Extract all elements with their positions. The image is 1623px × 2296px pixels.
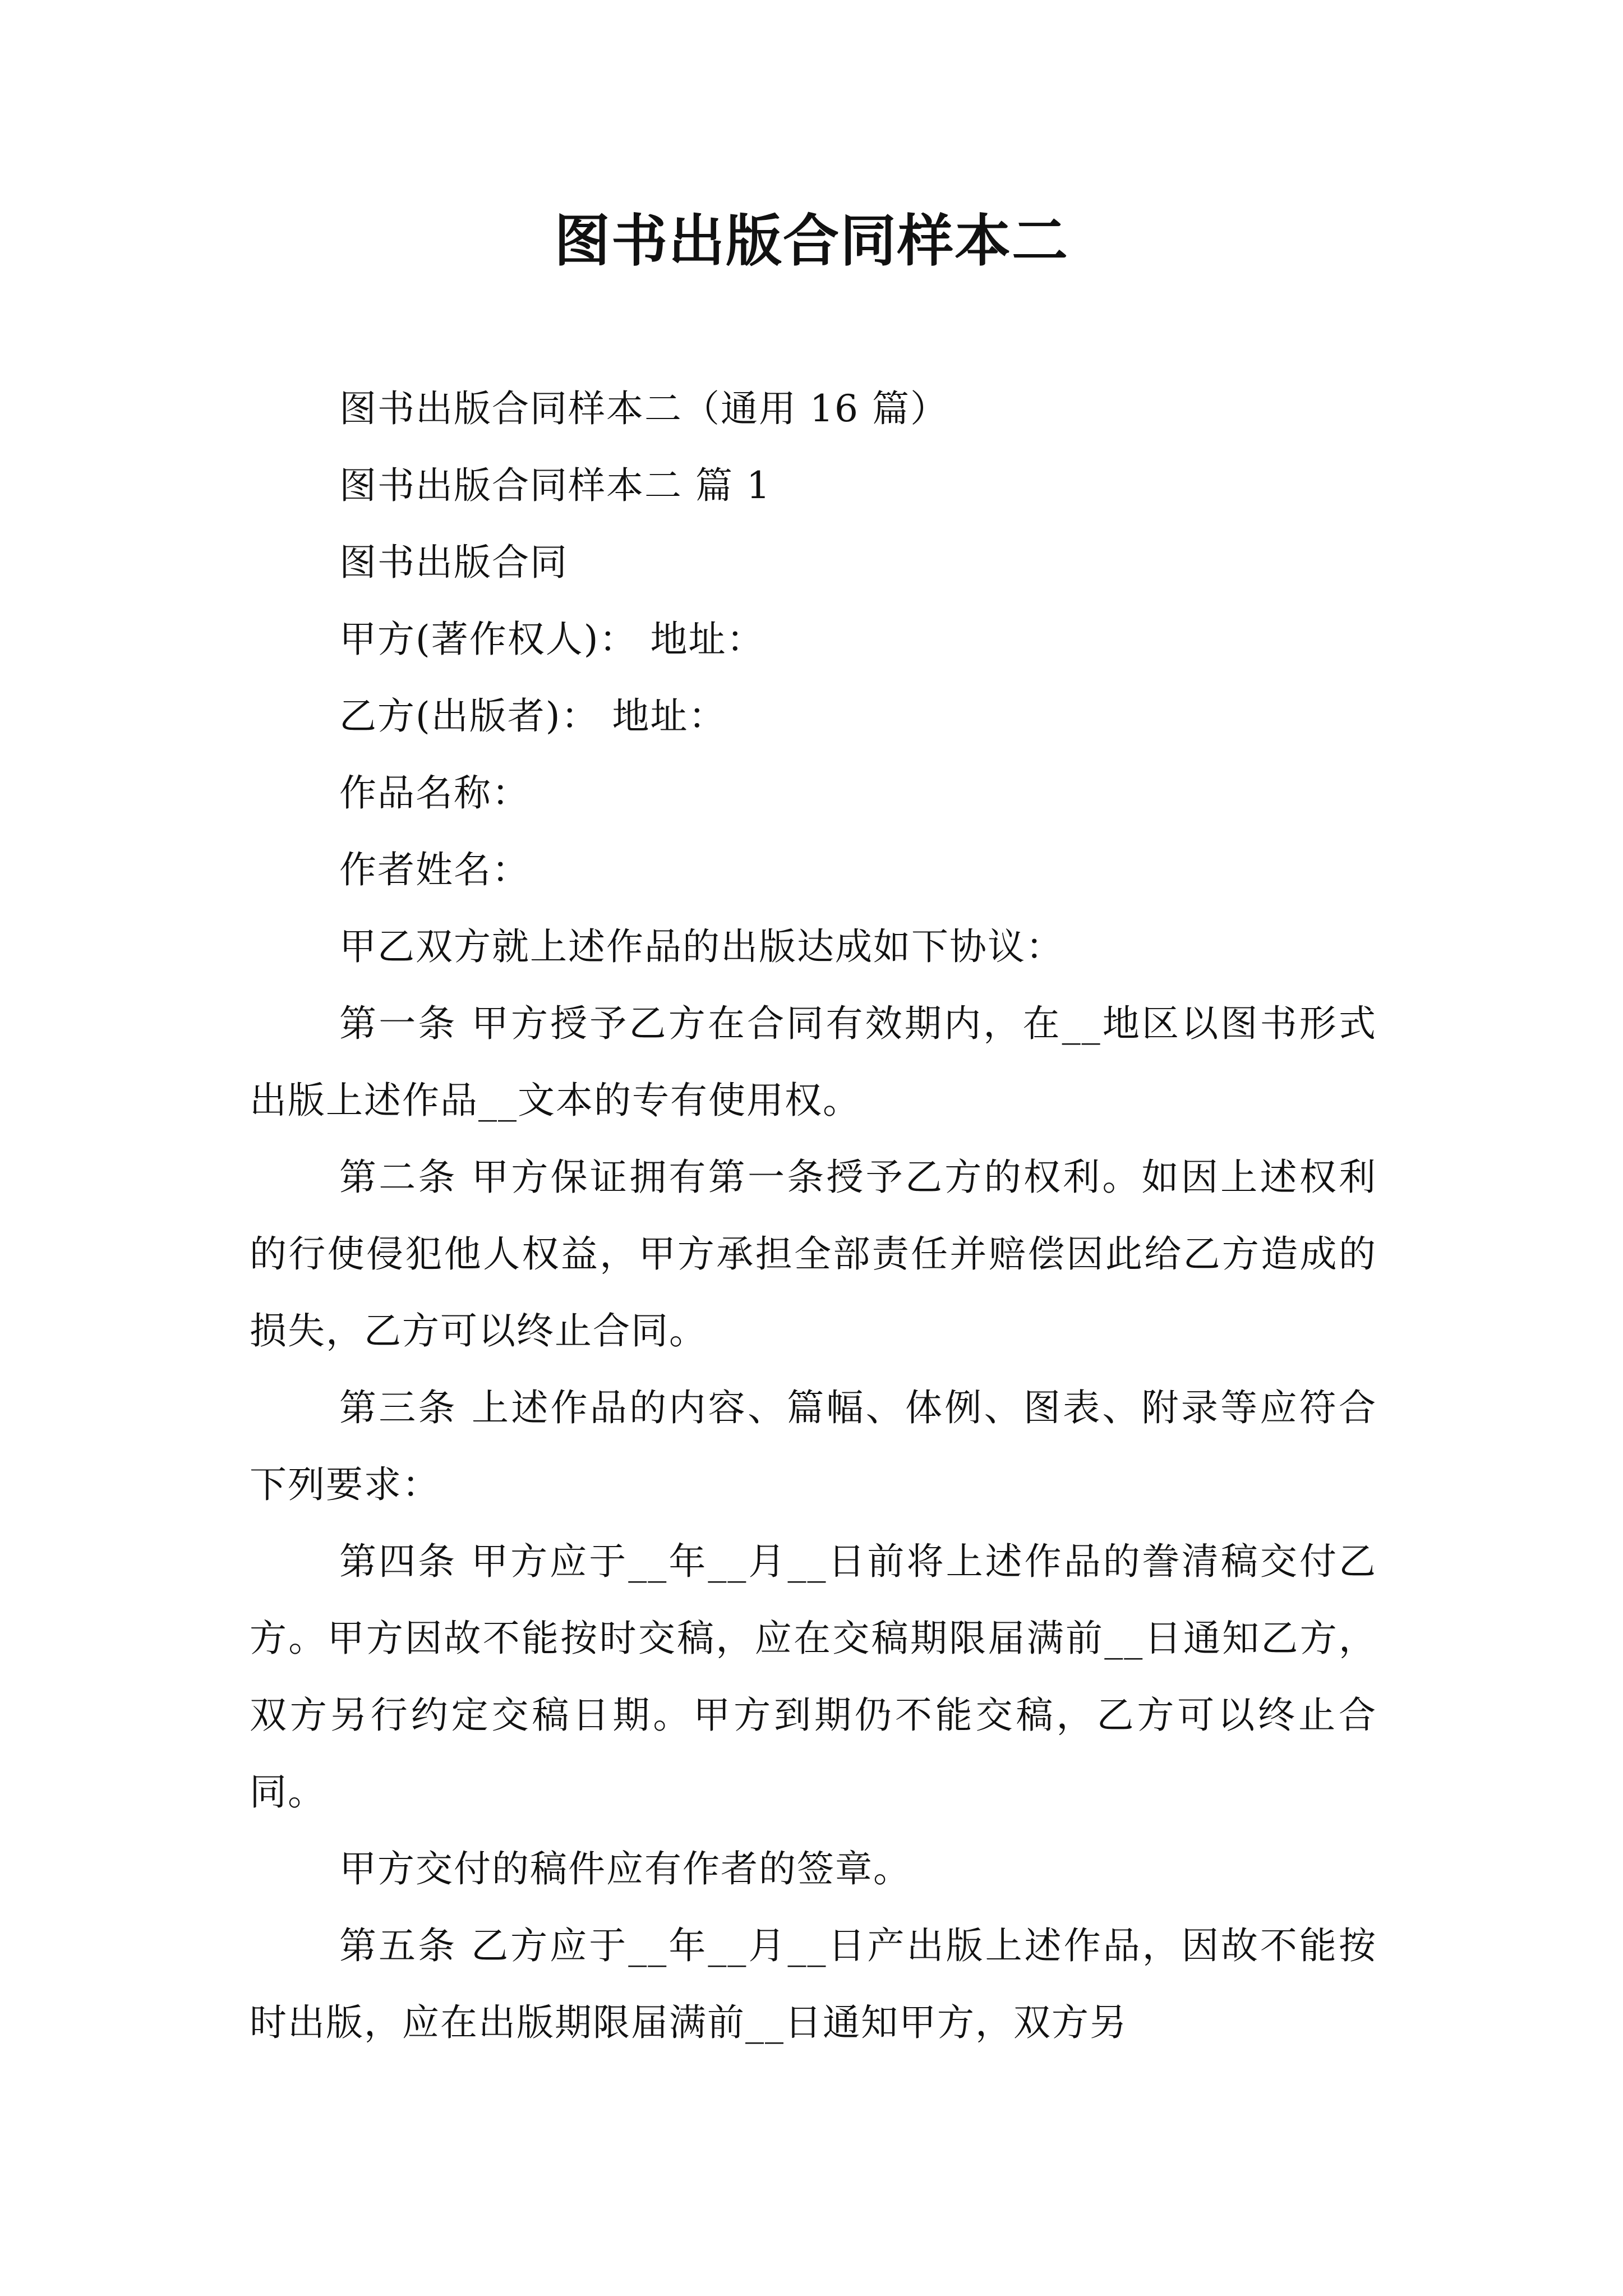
paragraph-article-5: 第五条 乙方应于__年__月__日产出版上述作品，因故不能按时出版，应在出版期限届满前__日通知甲方，双方另 <box>250 1924 1377 2044</box>
paragraph-party-a: 甲方(著作权人)： 地址： <box>339 618 765 661</box>
paragraph-work-title: 作品名称： <box>339 771 530 815</box>
paragraph-section-heading: 图书出版合同样本二 篇 1 <box>339 464 771 507</box>
paragraph-author-name: 作者姓名： <box>339 848 530 891</box>
document-title: 图书出版合同样本二 <box>554 208 1069 274</box>
document-body <box>250 370 1377 2061</box>
paragraph-signature-note: 甲方交付的稿件应有作者的签章。 <box>339 1847 911 1890</box>
paragraph-article-2: 第二条 甲方保证拥有第一条授予乙方的权利。如因上述权利的行使侵犯他人权益，甲方承担全部责任并赔偿因此给乙方造成的损失，乙方可以终止合同。 <box>250 1156 1377 1352</box>
paragraph-article-3: 第三条 上述作品的内容、篇幅、体例、图表、附录等应符合下列要求： <box>250 1386 1377 1506</box>
paragraph-contract-name: 图书出版合同 <box>339 541 568 584</box>
paragraph-article-1: 第一条 甲方授予乙方在合同有效期内，在__地区以图书形式出版上述作品__文本的专有使用权。 <box>250 1002 1377 1122</box>
paragraph-article-4: 第四条 甲方应于__年__月__日前将上述作品的誊清稿交付乙方。甲方因故不能按时交稿，应在交稿期限届满前__日通知乙方，双方另行约定交稿日期。甲方到期仍不能交稿，乙方可以终止合同。 <box>250 1540 1377 1814</box>
paragraph-subtitle: 图书出版合同样本二（通用 16 篇） <box>339 387 948 430</box>
paragraph-agreement-intro: 甲乙双方就上述作品的出版达成如下协议： <box>339 925 1064 968</box>
paragraph-party-b: 乙方(出版者)： 地址： <box>339 694 727 738</box>
